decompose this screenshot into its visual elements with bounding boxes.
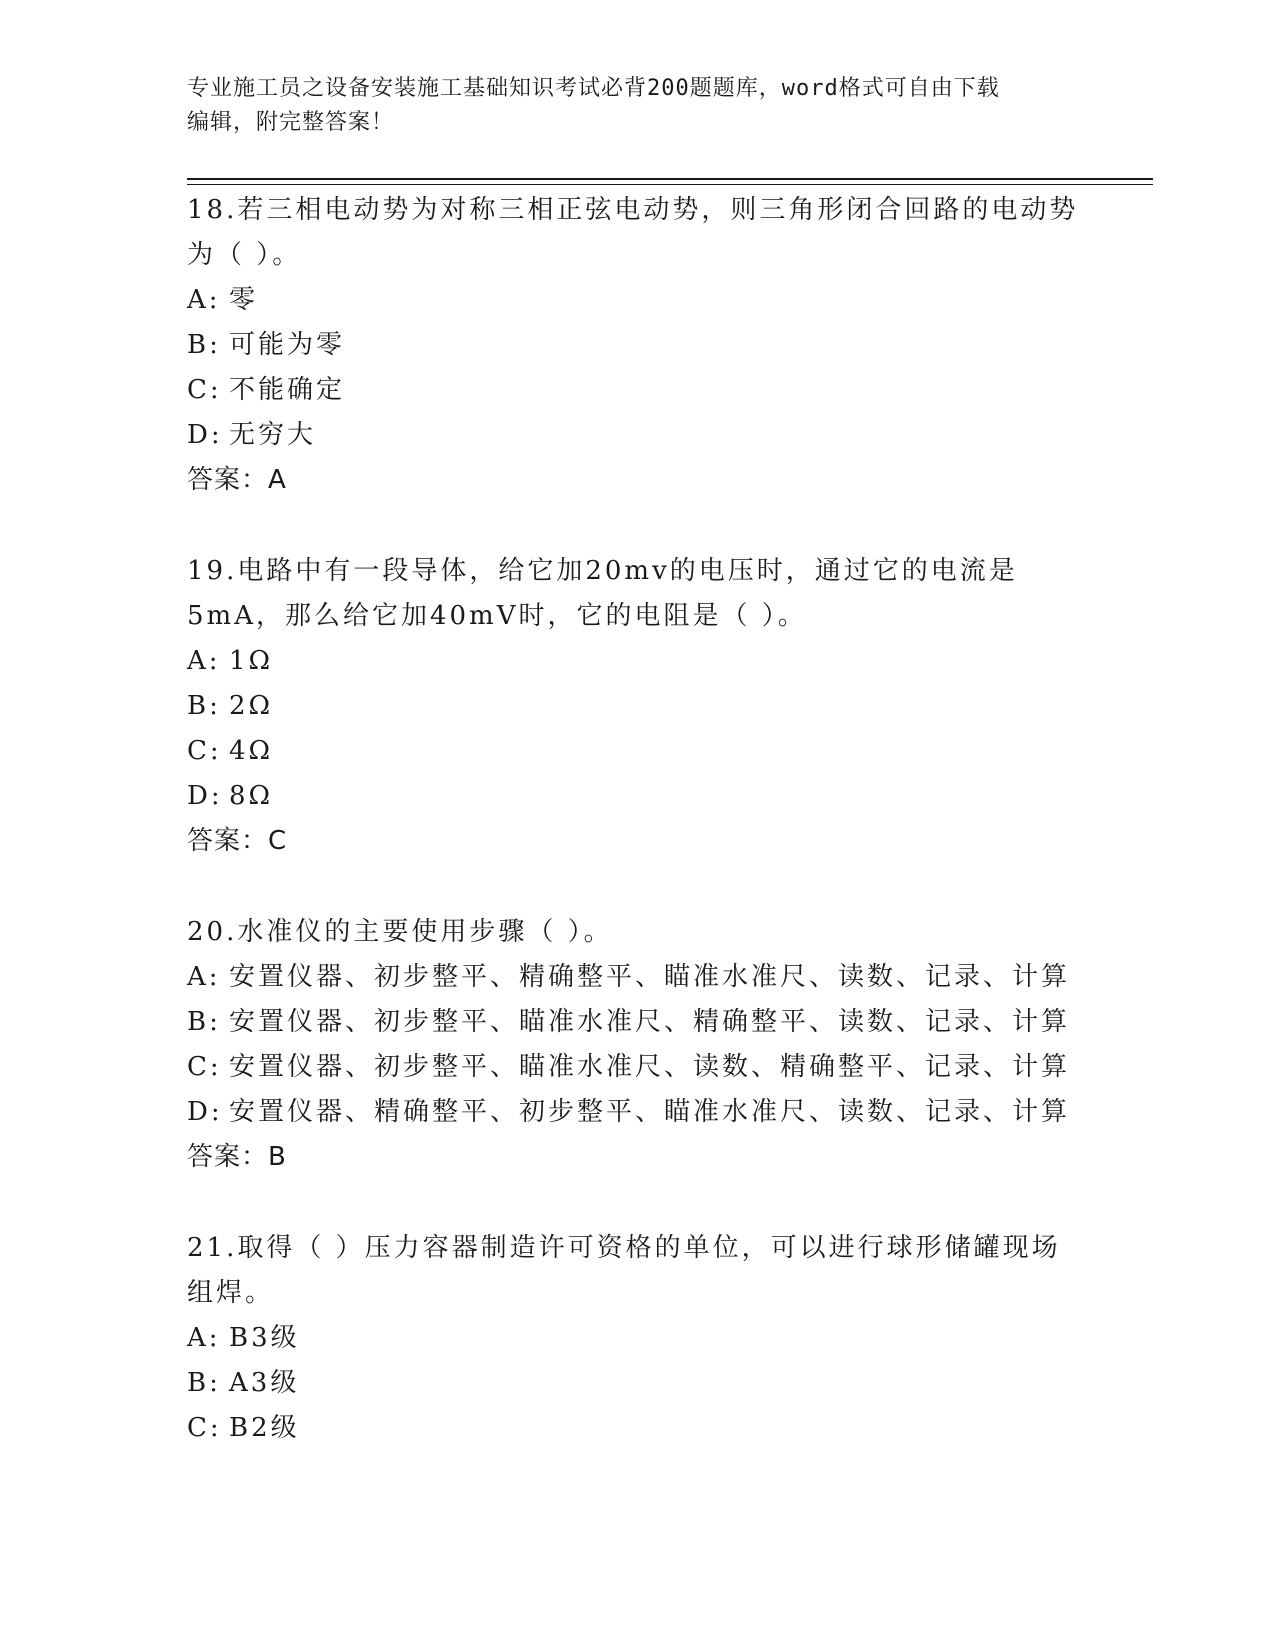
question-stem: 21.取得（ ）压力容器制造许可资格的单位，可以进行球形储罐现场组焊。 — [187, 1233, 1061, 1308]
option-text: 可能为零 — [229, 330, 346, 360]
question-21 — [187, 1226, 1087, 1451]
option-b — [187, 1361, 1087, 1406]
option-c — [187, 729, 1087, 774]
option-text: 安置仪器、精确整平、初步整平、瞄准水准尺、读数、记录、计算 — [229, 1097, 1071, 1127]
option-c — [187, 1406, 1087, 1451]
option-text: A3级 — [229, 1368, 300, 1398]
option-text: 2Ω — [229, 691, 274, 721]
option-text: 安置仪器、初步整平、瞄准水准尺、精确整平、读数、记录、计算 — [229, 1007, 1071, 1037]
option-a — [187, 639, 1087, 684]
option-text: 安置仪器、初步整平、瞄准水准尺、读数、精确整平、记录、计算 — [229, 1052, 1071, 1082]
option-text: 零 — [229, 285, 259, 315]
answer-line: 答案：C — [187, 826, 288, 856]
option-text: 无穷大 — [229, 420, 317, 450]
option-key: C: — [187, 375, 222, 405]
option-d — [187, 774, 1087, 819]
question-list — [187, 188, 1087, 1497]
option-c — [187, 368, 1087, 413]
option-key: B: — [187, 1007, 221, 1037]
header-divider-thin — [187, 184, 1153, 185]
option-text: 8Ω — [229, 781, 274, 811]
header-title-line-2: 编辑，附完整答案！ — [187, 110, 395, 135]
option-key: D: — [187, 781, 223, 811]
option-key: A: — [187, 1323, 221, 1353]
question-19 — [187, 549, 1087, 864]
option-d — [187, 413, 1087, 458]
option-text: 4Ω — [229, 736, 274, 766]
option-a — [187, 955, 1087, 1000]
option-text: 安置仪器、初步整平、精确整平、瞄准水准尺、读数、记录、计算 — [229, 962, 1071, 992]
option-b — [187, 1000, 1087, 1045]
option-text: 不能确定 — [229, 375, 346, 405]
header-divider-thick — [187, 178, 1153, 180]
option-text: B2级 — [229, 1413, 300, 1443]
header-title-line-1: 专业施工员之设备安装施工基础知识考试必背200题题库，word格式可自由下载 — [187, 76, 1000, 101]
question-20 — [187, 910, 1087, 1180]
option-key: C: — [187, 1413, 222, 1443]
document-header — [187, 72, 1087, 140]
option-key: B: — [187, 691, 221, 721]
option-d — [187, 1090, 1087, 1135]
option-a — [187, 278, 1087, 323]
option-a — [187, 1316, 1087, 1361]
option-c — [187, 1045, 1087, 1090]
option-key: A: — [187, 646, 221, 676]
option-key: D: — [187, 420, 223, 450]
answer-line: 答案：A — [187, 465, 287, 495]
option-key: C: — [187, 736, 222, 766]
option-key: C: — [187, 1052, 222, 1082]
option-text: 1Ω — [229, 646, 274, 676]
option-key: D: — [187, 1097, 223, 1127]
question-stem: 19.电路中有一段导体，给它加20mv的电压时，通过它的电流是5mA，那么给它加40mV时，它的电阻是（ ）。 — [187, 556, 1018, 631]
option-b — [187, 323, 1087, 368]
answer-line: 答案：B — [187, 1142, 287, 1172]
option-key: A: — [187, 962, 221, 992]
question-stem: 20.水准仪的主要使用步骤（ ）。 — [187, 917, 613, 947]
option-key: A: — [187, 285, 221, 315]
option-text: B3级 — [229, 1323, 300, 1353]
option-key: B: — [187, 1368, 221, 1398]
question-18 — [187, 188, 1087, 503]
option-b — [187, 684, 1087, 729]
question-stem: 18.若三相电动势为对称三相正弦电动势，则三角形闭合回路的电动势为（ ）。 — [187, 195, 1079, 270]
option-key: B: — [187, 330, 221, 360]
